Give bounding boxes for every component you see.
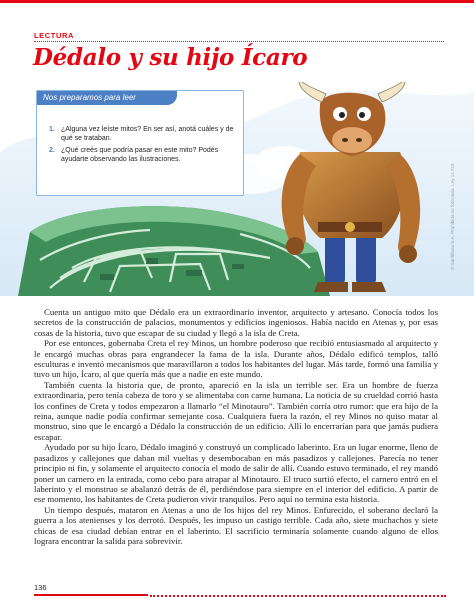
prep-item-text: ¿Alguna vez leíste mitos? En ser así, anotá cuáles y de qué se trataban. xyxy=(61,126,234,142)
prep-item-number: 2. xyxy=(49,147,55,154)
paragraph: Cuenta un antiguo mito que Dédalo era un extraordinario inventor, arquitecto y artesano. Conocía todos los secretos de la construcción de palacios, monumentos y edificios ingeniosos. Había nacido en Atenas y, por esas cosas de la historia, tuvo que escapar de su ciudad y llegó a la isla de Creta. xyxy=(34,307,438,338)
page-title: Dédalo y su hijo Ícaro xyxy=(33,44,308,71)
bottom-rule xyxy=(34,594,148,596)
section-label: LECTURA xyxy=(34,31,75,40)
paragraph: Ayudado por su hijo Ícaro, Dédalo imaginó y construyó un complicado laberinto. Era un lugar enorme, lleno de pasadizos y callejones que daban mil vueltas y desembocaban en más pasadizos y callejones. Parecía no tener principio ni fin, y solamente el arquitecto conocía el modo de salir de allí. Cuando estuvo terminado, el rey mandó poner un carnero en la entrada, como cebo para atrapar al Minotauro. El truco surtió efecto, el carnero entró en el laberinto y el monstruo se abalanzó detrás de él, perdiéndose para siempre en el interior del edificio. A partir de ese momento, los habitantes de Creta pudieron vivir tranquilos. Pero aquí no termina esta historia. xyxy=(34,442,438,505)
prep-box-heading: Nos preparamos para leer xyxy=(43,93,136,102)
story-text xyxy=(34,307,438,546)
prep-box xyxy=(36,90,244,196)
paragraph: Por ese entonces, gobernaba Creta el rey Minos, un hombre poderoso que recibió entusiasmado al arquitecto y le encargó muchas obras para engrandecer la fama de la isla. Durante años, Dédalo edificó templos, talló esculturas e inventó mecanismos que maravillaron a todos los habitantes del lugar. Más tarde, formó una familia y tuvo un hijo, Ícaro, al que quería más que a nadie en este mundo. xyxy=(34,338,438,380)
page-number: 136 xyxy=(34,583,47,592)
top-stripe xyxy=(0,0,474,3)
paragraph: Un tiempo después, mataron en Atenas a uno de los hijos del rey Minos. Enfurecido, el soberano declaró la guerra a los atenienses y los derrotó. Después, les impuso un castigo terrible. Cada año, siete muchachos y siete chicas de esa ciudad debían entrar en el laberinto. El sacrificio terminaría solamente cuando alguno de ellos lograra encontrar la salida para sobrevivir. xyxy=(34,504,438,546)
prep-item-text: ¿Qué creés que podría pasar en este mito? Podés ayudarte observando las ilustraciones. xyxy=(61,147,219,163)
dotted-rule xyxy=(34,41,444,42)
bottom-dotted-rule xyxy=(150,595,446,597)
prep-item-number: 1. xyxy=(49,126,55,133)
prep-box-header xyxy=(37,91,177,105)
paragraph: También cuenta la historia que, de pronto, apareció en la isla un terrible ser. Era un hombre de fuerza extraordinaria, pero tenía cabeza de toro y se alimentaba con carne humana. La noticia de su crueldad corrió hasta los confines de Creta y todos empezaron a llamarlo “el Minotauro”. También corría otro rumor: que era hijo de la reina, aunque nadie podía confirmar semejante cosa. Cualquiera fuera la razón, el rey Minos no quiso matar al monstruo, sino que le encargó a Dédalo la construcción de un edificio. Allí lo encerrarían para que jamás pudiera escapar. xyxy=(34,379,438,442)
